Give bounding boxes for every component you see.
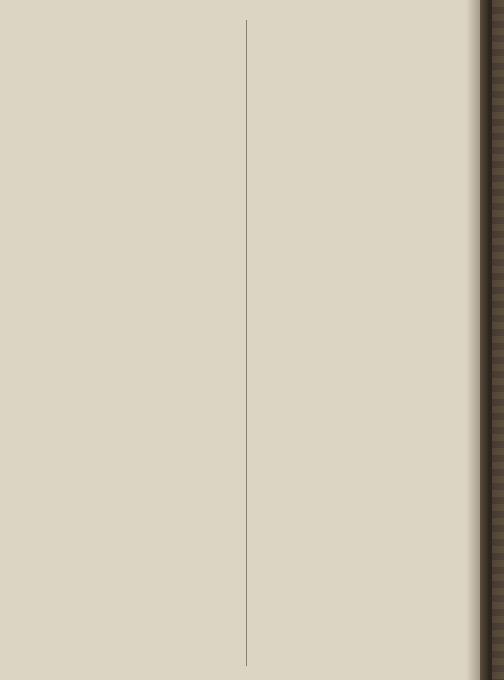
left-column [30,20,232,666]
column-divider [246,20,247,666]
page-edges [492,0,504,680]
text-columns [30,20,462,666]
right-column [261,20,463,666]
